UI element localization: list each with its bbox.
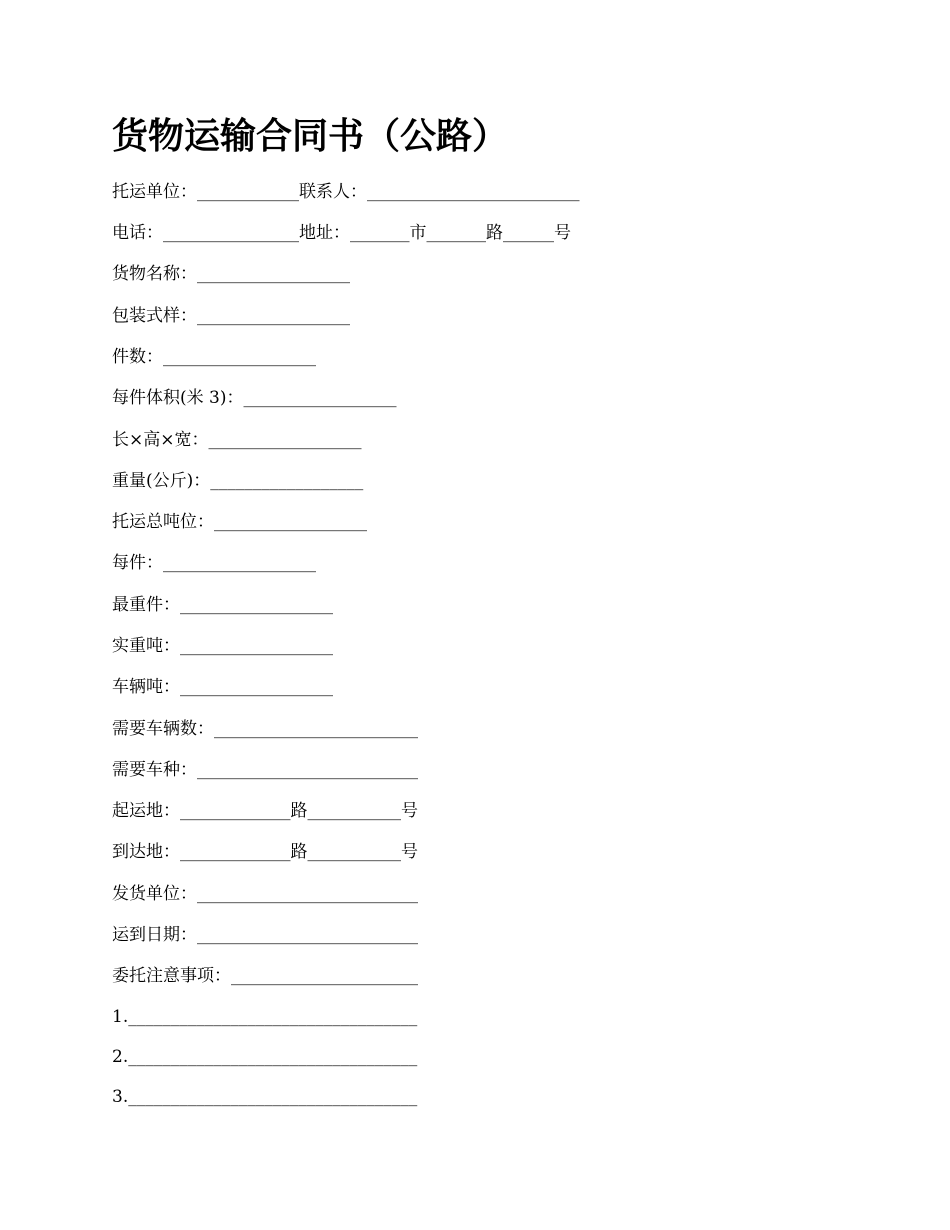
field-volume-per-piece: 每件体积(米 3)：__________________ <box>112 388 397 408</box>
field-vehicle-type: 需要车种：__________________________ <box>112 760 418 780</box>
notes-item-2: 2.__________________________________ <box>112 1047 418 1067</box>
field-per-piece: 每件：__________________ <box>112 553 316 573</box>
notes-item-3: 3.__________________________________ <box>112 1087 418 1107</box>
field-dimensions: 长×高×宽：__________________ <box>112 430 362 450</box>
field-weight: 重量(公斤)：__________________ <box>112 471 364 491</box>
field-phone-address: 电话：________________地址：_______市_______路______号 <box>112 223 571 243</box>
field-origin: 起运地：_____________路___________号 <box>112 801 418 821</box>
field-destination: 到达地：_____________路___________号 <box>112 842 418 862</box>
field-notes: 委托注意事项：______________________ <box>112 966 418 986</box>
field-shipper: 发货单位：__________________________ <box>112 884 418 904</box>
field-goods-name: 货物名称：__________________ <box>112 264 350 284</box>
field-heaviest-piece: 最重件：__________________ <box>112 595 333 615</box>
field-vehicles-needed: 需要车辆数：________________________ <box>112 719 418 739</box>
field-piece-count: 件数：__________________ <box>112 347 316 367</box>
field-consignor-contact: 托运单位：____________联系人：_________________________ <box>112 182 580 202</box>
field-vehicle-tons: 车辆吨：__________________ <box>112 677 333 697</box>
document-title: 货物运输合同书（公路） <box>112 115 509 157</box>
field-packaging: 包装式样：__________________ <box>112 306 350 326</box>
field-arrival-date: 运到日期：__________________________ <box>112 925 418 945</box>
field-total-tonnage: 托运总吨位：__________________ <box>112 512 367 532</box>
field-actual-tons: 实重吨：__________________ <box>112 636 333 656</box>
notes-item-1: 1.__________________________________ <box>112 1007 418 1027</box>
